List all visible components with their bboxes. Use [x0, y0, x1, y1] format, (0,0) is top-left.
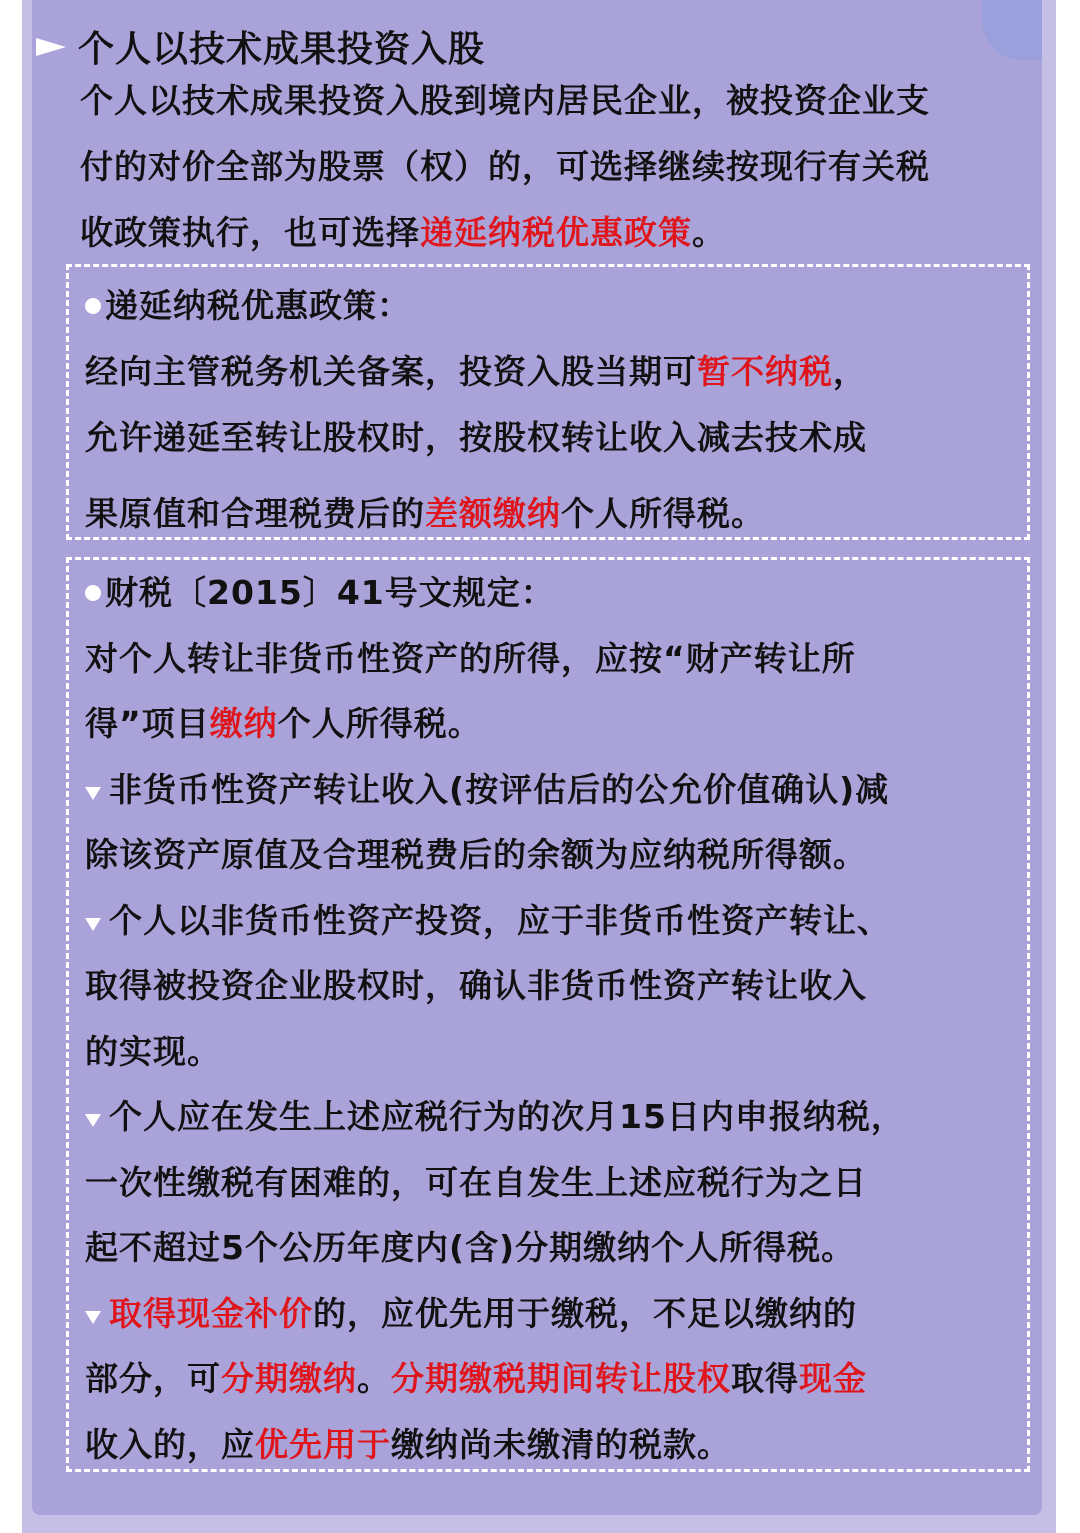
highlight-text: 缴纳	[209, 704, 278, 743]
body-line	[85, 481, 1013, 547]
box-heading	[85, 560, 1013, 626]
intro-line	[80, 200, 1010, 266]
body-text: 收入的，应	[85, 1424, 255, 1464]
body-line: 的实现。	[85, 1031, 221, 1071]
deferral-policy-content	[85, 273, 1013, 547]
bullet-dot-icon	[85, 585, 101, 601]
body-text: 个人所得税。	[561, 494, 765, 533]
body-text: 缴纳尚未缴清的税款。	[391, 1424, 731, 1464]
body-line: 取得被投资企业股权时，确认非货币性资产转让收入	[85, 966, 867, 1005]
body-line: 除该资产原值及合理税费后的余额为应纳税所得额。	[85, 835, 867, 874]
intro-line: 个人以技术成果投资入股到境内居民企业，被投资企业支	[80, 81, 930, 120]
section-title: 个人以技术成果投资入股	[78, 28, 486, 70]
highlight-text: 递延纳税优惠政策	[420, 213, 692, 252]
deferral-policy-box	[66, 264, 1030, 540]
box-heading	[85, 273, 1013, 339]
triangle-down-icon	[85, 918, 101, 931]
intro-text: 收政策执行，也可选择	[80, 213, 420, 252]
highlight-text: 分期缴纳	[221, 1359, 357, 1398]
highlight-text: 差额缴纳	[425, 494, 561, 533]
body-text: 个人应在发生上述应税行为的次月15日内申报纳税，	[109, 1097, 905, 1136]
highlight-text: 优先用于	[255, 1424, 391, 1464]
body-line	[85, 339, 1013, 405]
body-line	[85, 1346, 1013, 1412]
body-line: 对个人转让非货币性资产的所得，应按“财产转让所	[85, 638, 856, 678]
intro-paragraph	[80, 68, 1010, 266]
body-text: 个人以非货币性资产投资，应于非货币性资产转让、	[109, 900, 891, 940]
tax-rule-content	[85, 560, 1013, 1477]
heading-text: 财税〔2015〕41号文规定：	[105, 573, 555, 612]
heading-text: 递延纳税优惠政策：	[105, 286, 411, 325]
body-line: 允许递延至转让股权时，按股权转让收入减去技术成	[85, 418, 867, 457]
body-text: ，	[833, 352, 867, 391]
body-text: 。	[357, 1359, 391, 1398]
body-text: 部分，可	[85, 1359, 221, 1398]
triangle-down-icon	[85, 1114, 101, 1127]
body-text: 的，应优先用于缴税，不足以缴纳的	[313, 1293, 857, 1333]
panel-corner-decoration	[982, 0, 1042, 60]
bullet-line	[85, 1084, 1013, 1150]
body-text: 个人所得税。	[277, 704, 482, 743]
body-text: 得”项目	[85, 704, 210, 743]
body-line: 起不超过5个公历年度内(含)分期缴纳个人所得税。	[85, 1228, 856, 1267]
body-text: 取得	[731, 1359, 799, 1398]
bullet-dot-icon	[85, 298, 101, 314]
highlight-text: 取得现金补价	[109, 1293, 313, 1333]
body-line	[85, 691, 1013, 757]
tax-rule-box	[66, 557, 1030, 1472]
arrow-right-icon	[36, 38, 66, 56]
triangle-down-icon	[85, 1311, 101, 1324]
bullet-line	[85, 888, 1013, 954]
body-line: 一次性缴税有困难的，可在自发生上述应税行为之日	[85, 1162, 867, 1202]
intro-line: 付的对价全部为股票（权）的，可选择继续按现行有关税	[80, 147, 930, 186]
body-text: 果原值和合理税费后的	[85, 494, 425, 533]
body-text: 经向主管税务机关备案，投资入股当期可	[85, 352, 697, 391]
bullet-line	[85, 757, 1013, 823]
bullet-line	[85, 1281, 1013, 1347]
body-line	[85, 1412, 1013, 1478]
section-header	[36, 16, 485, 76]
highlight-text: 现金	[799, 1359, 867, 1398]
body-text: 非货币性资产转让收入(按评估后的公允价值确认)减	[109, 769, 890, 809]
highlight-text: 分期缴税期间转让股权	[391, 1359, 731, 1398]
triangle-down-icon	[85, 787, 101, 800]
highlight-text: 暂不纳税	[697, 352, 833, 391]
intro-text: 。	[692, 213, 726, 252]
